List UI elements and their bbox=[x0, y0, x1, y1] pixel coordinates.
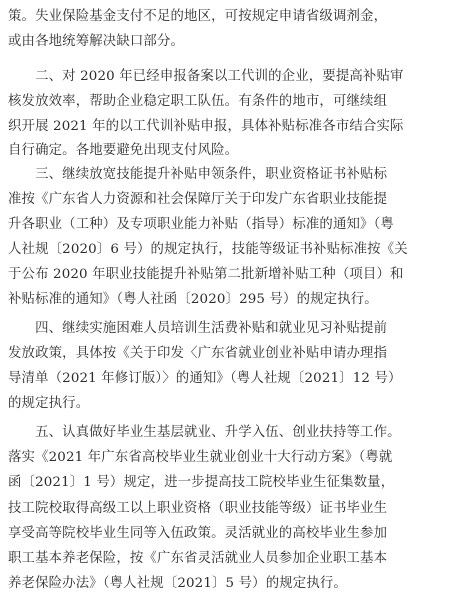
text-line: 二、对 2020 年已经申报备案以工代训的企业，要提高补贴审 bbox=[8, 69, 404, 84]
text-line: 核发放效率，帮助企业稳定职工队伍。有条件的地市，可继续组 bbox=[8, 94, 388, 109]
text-line: 养老保险办法》（粤人社规〔2021〕5 号）的规定执行。 bbox=[8, 576, 347, 591]
text-line: 升各职业（工种）及专项职业能力补贴（指导）标准的通知》（粤 bbox=[8, 217, 394, 232]
text-line: 享受高等院校毕业生同等入伍政策。灵活就业的高校毕业生参加 bbox=[8, 526, 388, 541]
text-line: 或由各地统筹解决缺口部分。 bbox=[8, 34, 185, 49]
text-line: 补贴标准的通知》（粤人社函〔2020〕295 号）的规定执行。 bbox=[8, 292, 378, 307]
text-line: 准按《广东省人力资源和社会保障厅关于印发广东省职业技能提 bbox=[8, 192, 388, 207]
text-line: 五、认真做好毕业生基层就业、升学入伍、创业扶持等工作。 bbox=[8, 425, 401, 440]
text-line: 技工院校取得高级工以上职业资格（职业技能等级）证书毕业生 bbox=[8, 501, 388, 516]
text-line: 的规定执行。 bbox=[8, 396, 90, 411]
text-line: 发放政策，具体按《关于印发〈广东省就业创业补贴申请办理指 bbox=[8, 346, 388, 361]
text-line: 织开展 2021 年的以工代训补贴申报，具体补贴标准各市结合实际 bbox=[8, 119, 404, 134]
text-line: 职工基本养老保险，按《广东省灵活就业人员参加企业职工基本 bbox=[8, 551, 388, 566]
text-line: 四、继续实施困难人员培训生活费补贴和就业见习补贴提前 bbox=[8, 321, 388, 336]
text-line: 落实《2021 年广东省高校毕业生就业创业十大行动方案》（粤就 bbox=[8, 450, 393, 465]
text-line: 函〔2021〕1 号）规定，进一步提高技工院校毕业生征集数量， bbox=[8, 475, 395, 490]
text-line: 人社规〔2020〕6 号）的规定执行，技能等级证书补贴标准按《关 bbox=[8, 242, 408, 257]
text-line: 策。失业保险基金支付不足的地区，可按规定申请省级调剂金， bbox=[8, 9, 388, 24]
text-line: 三、继续放宽技能提升补贴申领条件，职业资格证书补贴标 bbox=[8, 167, 388, 182]
text-line: 于公布 2020 年职业技能提升补贴第二批新增补贴工种（项目）和 bbox=[8, 267, 404, 282]
text-line: 导清单（2021 年修订版）〉的通知》（粤人社规〔2021〕12 号） bbox=[8, 371, 402, 386]
text-line: 自行确定。各地要避免出现支付风险。 bbox=[8, 143, 239, 158]
